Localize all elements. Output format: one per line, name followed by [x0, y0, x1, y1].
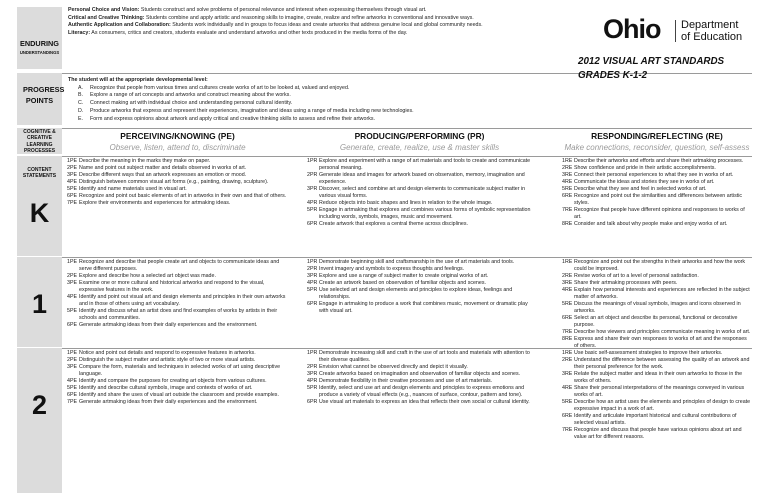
standard-code: 4PE	[67, 293, 78, 300]
standard-text: Describe how viewers and principles communicate meaning in works of art.	[574, 328, 751, 335]
standard-item	[562, 350, 752, 357]
standard-item	[307, 280, 532, 287]
standard-code: 1PR	[307, 259, 318, 265]
progress-item-text: Explore a range of art concepts and artworks and construct meaning about the works.	[90, 92, 291, 99]
standard-item	[67, 378, 288, 385]
standard-item	[307, 385, 532, 399]
progress-item-letter: C.	[78, 100, 84, 107]
grade-label: 2	[31, 390, 48, 420]
standard-text: Use selected art and design elements and principles to explore ideas, feelings and relationships.	[319, 286, 513, 300]
grade-row-divider	[17, 257, 752, 258]
standard-item	[562, 287, 752, 301]
standard-text: Generate ideas and images for artwork based on observation, memory, imagination and experience.	[319, 171, 525, 185]
standard-text: Describe their artworks and efforts and share their artmaking processes.	[574, 158, 744, 164]
progress-item-text: Produce artworks that express and represent their experiences, imagination and ideas using a range of media including new technologies.	[90, 107, 414, 114]
standard-text: Engage in artmaking to produce a work that combines music, movement or dramatic play with visual art.	[319, 300, 528, 314]
standard-code: 5PR	[307, 206, 318, 213]
standard-code: 2PR	[307, 265, 318, 272]
column-header-title: PRODUCING/PERFORMING (PR)	[354, 131, 485, 141]
standard-text: Identify and compare the purposes for creating art objects from various cultures.	[79, 377, 267, 384]
standard-item	[307, 207, 532, 221]
enduring-item	[68, 7, 498, 15]
standard-text: Notice and point out details and respond to expressive features in artworks.	[79, 350, 256, 356]
grade-pr-column	[307, 350, 532, 406]
standard-code: 6PE	[67, 391, 78, 398]
standard-item	[562, 357, 752, 371]
grade-label-cell	[17, 156, 62, 256]
standard-text: Identify and name materials used in visual art.	[79, 185, 187, 192]
standard-text: Revise works of art to a level of personal satisfaction.	[574, 272, 699, 279]
grade-label-cell	[17, 257, 62, 347]
department-label	[681, 19, 742, 43]
standard-item	[67, 308, 288, 322]
logo-separator	[675, 20, 676, 42]
column-header-subtitle: Generate, create, realize, use & master skills	[339, 143, 500, 153]
enduring-item	[68, 22, 498, 30]
enduring-item	[68, 30, 498, 38]
standard-code: 1PE	[67, 259, 78, 265]
enduring-item-text: As consumers, critics and creators, students evaluate and understand artworks and other texts produced in the media forms of the day.	[91, 29, 408, 36]
standard-item	[562, 385, 752, 399]
standard-code: 1PE	[67, 350, 78, 356]
standard-code: 3PR	[307, 370, 318, 377]
ohio-wordmark: Ohio	[603, 14, 661, 44]
standards-title-line2: GRADES K-1-2	[578, 69, 648, 81]
enduring-item-text: Students construct and solve problems of personal relevance and interest when expressing themselves through visual art.	[140, 7, 427, 13]
standard-item	[307, 186, 532, 200]
standard-code: 3RE	[562, 171, 573, 178]
department-line2: of Education	[681, 31, 743, 43]
progress-item-letter: A.	[78, 84, 84, 91]
standard-text: Identify, select and use art and design elements and principles to express emotions and produce a variety of visual effects (e.g., nuances of surface, contour, pattern and tone).	[319, 384, 525, 398]
standard-text: Identify and describe cultural symbols, image and contexts of works of art.	[79, 384, 253, 391]
grade-row-divider	[17, 348, 752, 349]
progress-item	[68, 100, 538, 108]
column-header	[307, 131, 532, 154]
grade-pe-column	[67, 158, 288, 207]
standard-text: Understand the difference between assessing the quality of an artwork and their personal preference for the work.	[574, 356, 750, 370]
standard-code: 6RE	[562, 314, 573, 321]
grade-re-column	[562, 158, 752, 228]
column-header	[67, 131, 288, 154]
column-header	[562, 131, 752, 154]
standard-text: Discuss the meanings of visual symbols, images and icons observed in artworks.	[574, 300, 741, 314]
standard-text: Compare the form, materials and techniques in selected works of art using descriptive language.	[79, 363, 281, 377]
standard-item	[562, 280, 752, 287]
grade-re-column	[562, 259, 752, 350]
column-header-subtitle: Make connections, reconsider, question, self-assess	[564, 143, 750, 153]
progress-item-text: Form and express opinions about artwork and apply critical and creative thinking skills to assess and refine their artworks.	[90, 115, 375, 122]
standard-item	[562, 193, 752, 207]
standard-item	[67, 385, 288, 392]
standard-item	[307, 172, 532, 186]
standard-code: 2PE	[67, 272, 78, 279]
standard-text: Reduce objects into basic shapes and lines in relation to the whole image.	[319, 199, 493, 206]
standard-text: Explain how personal interests and experiences are reflected in the subject matter of artworks.	[574, 286, 750, 300]
standard-text: Consider and talk about why people make and enjoy works of art.	[574, 220, 728, 227]
standard-text: Identify and point out visual art and design elements and principles in their own artworks and in those of others using art vocabulary.	[79, 293, 286, 307]
department-line1: Department	[681, 19, 739, 31]
standards-title-line1: 2012 VISUAL ART STANDARDS	[578, 56, 725, 67]
standard-code: 2PR	[307, 171, 318, 178]
standard-item	[562, 315, 752, 329]
standard-text: Show confidence and pride in their artistic accomplishments.	[574, 164, 716, 171]
standard-item	[562, 329, 752, 336]
standard-text: Create artwork that explores a central theme across disciplines.	[319, 220, 468, 227]
standard-text: Use basic self-assessment strategies to improve their artworks.	[574, 350, 723, 356]
progress-item-letter: B.	[78, 92, 84, 99]
standard-text: Explore and describe how a selected art object was made.	[79, 272, 216, 279]
standard-item	[67, 294, 288, 308]
standard-code: 5PR	[307, 384, 318, 391]
standard-code: 5PE	[67, 185, 78, 192]
standard-text: Recognize and point out basic elements of art in artworks in their own and that of others.	[79, 192, 287, 199]
progress-label-cell	[17, 73, 65, 125]
standard-text: Describe how an artist uses the elements and principles of design to create expressive impact in a work of art.	[574, 398, 751, 412]
standard-code: 3RE	[562, 370, 573, 377]
standard-item	[307, 259, 532, 266]
enduring-item	[68, 15, 498, 23]
standard-code: 3PE	[67, 171, 78, 178]
progress-item-letter: E.	[78, 115, 84, 122]
standard-code: 1PR	[307, 158, 318, 164]
standard-item	[67, 350, 288, 357]
standard-code: 8RE	[562, 335, 573, 342]
standard-item	[67, 399, 288, 406]
standard-item	[307, 371, 532, 378]
standard-text: Generate artmaking ideas from their daily experiences and the environment.	[79, 398, 258, 405]
standard-item	[562, 186, 752, 193]
standard-item	[307, 399, 532, 406]
standard-text: Describe different ways that an artwork expresses an emotion or mood.	[79, 171, 247, 178]
standard-code: 2RE	[562, 272, 573, 279]
standard-code: 6PE	[67, 192, 78, 199]
standard-text: Demonstrate flexibility in their creative processes and use of art materials.	[319, 377, 493, 384]
enduring-item-text: Students combine and apply artistic and reasoning skills to imagine, create, realize and refine artworks in conventional and innovative ways.	[146, 14, 474, 21]
grade-label: K	[29, 198, 50, 228]
standard-code: 7PE	[67, 199, 78, 206]
standard-code: 4PE	[67, 178, 78, 185]
standard-code: 8RE	[562, 220, 573, 227]
standard-code: 7PE	[67, 398, 78, 405]
cognitive-label-cell	[17, 128, 62, 154]
standard-text: Envision what cannot be observed directly and depict it visually.	[319, 363, 468, 370]
standard-text: Distinguish between common visual art forms (e.g., painting, drawing, sculpture).	[79, 178, 269, 185]
standard-code: 5RE	[562, 300, 573, 307]
enduring-label-cell	[17, 7, 62, 69]
standard-item	[67, 200, 288, 207]
content-statements-label: CONTENT STATEMENTS	[22, 167, 57, 180]
standard-text: Engage in artmaking that explores and combines various forms of symbolic representation including words, symbols, images, music and movement.	[319, 206, 531, 220]
standard-code: 5RE	[562, 185, 573, 192]
standard-code: 6PR	[307, 398, 318, 405]
standard-code: 1RE	[562, 259, 573, 265]
standard-item	[67, 322, 288, 329]
standard-code: 2PE	[67, 356, 78, 363]
standard-text: Identify and share the uses of visual art outside the classroom and provide examples.	[79, 391, 279, 398]
enduring-understandings-list	[68, 7, 498, 37]
enduring-item-label: Critical and Creative Thinking:	[68, 14, 145, 21]
cognitive-label: COGNITIVE & CREATIVE LEARNING PROCESSES	[23, 129, 56, 154]
standard-code: 2RE	[562, 356, 573, 363]
standard-text: Recognize and describe that people create art and objects to communicate ideas and serve different purposes.	[79, 259, 280, 272]
standard-code: 4PR	[307, 377, 318, 384]
standard-text: Describe the meaning in the marks they make on paper.	[79, 158, 211, 164]
grade-pr-column	[307, 259, 532, 315]
standard-text: Identify and discuss what an artist does and find examples of works by artists in their schools and communities.	[79, 307, 278, 321]
standard-item	[307, 350, 532, 364]
standard-text: Discover, select and combine art and design elements to communicate subject matter in various visual forms.	[319, 185, 526, 199]
standard-text: Create an artwork based on observation of familiar objects and scenes.	[319, 279, 486, 286]
column-header-title: RESPONDING/REFLECTING (RE)	[591, 131, 723, 141]
standard-text: Relate the subject matter and ideas in their own artworks to those in the works of others.	[574, 370, 743, 384]
standard-item	[67, 357, 288, 364]
standard-text: Select an art object and describe its personal, functional or decorative purpose.	[574, 314, 738, 328]
grade-label-cell	[17, 348, 62, 493]
standard-item	[307, 200, 532, 207]
standard-text: Name and point out subject matter and details observed in works of art.	[79, 164, 247, 171]
standard-item	[307, 158, 532, 172]
standard-item	[307, 301, 532, 315]
standard-item	[67, 364, 288, 378]
progress-item	[68, 116, 538, 124]
standard-item	[307, 266, 532, 273]
standard-item	[562, 301, 752, 315]
standard-item	[562, 179, 752, 186]
standard-code: 6PE	[67, 321, 78, 328]
progress-item-text: Connect making art with individual choice and understanding personal cultural identity.	[90, 100, 293, 107]
standard-code: 7RE	[562, 426, 573, 433]
standard-code: 7RE	[562, 206, 573, 213]
standard-item	[67, 392, 288, 399]
standard-code: 5PE	[67, 384, 78, 391]
standard-item	[307, 378, 532, 385]
standard-text: Explore and use a range of subject matter to create original works of art.	[319, 272, 489, 279]
standard-item	[562, 413, 752, 427]
standard-text: Explore and experiment with a range of art materials and tools to create and communicate personal meaning.	[319, 158, 531, 171]
standard-item	[562, 371, 752, 385]
progress-item	[68, 92, 538, 100]
standard-item	[562, 221, 752, 228]
standard-text: Express and share their own responses to works of art and the responses of others.	[574, 335, 747, 349]
standard-code: 2PR	[307, 363, 318, 370]
standard-text: Share their personal interpretations of the meanings conveyed in various works of art.	[574, 384, 745, 398]
standard-item	[67, 158, 288, 165]
standard-text: Demonstrate increasing skill and craft in the use of art tools and materials with attention to their diverse qualities.	[319, 350, 530, 363]
enduring-item-text: Students work individually and in groups to focus ideas and create artworks that address genuine local and global community needs.	[172, 22, 483, 29]
standard-code: 2RE	[562, 164, 573, 171]
standard-item	[307, 287, 532, 301]
standard-item	[67, 165, 288, 172]
standard-text: Create artworks based on imagination and observation of familiar objects and scenes.	[319, 370, 521, 377]
standard-text: Describe what they see and feel in selected works of art.	[574, 185, 707, 192]
standard-code: 4PE	[67, 377, 78, 384]
standards-title	[578, 55, 724, 82]
standard-code: 5PE	[67, 307, 78, 314]
understandings-label: UNDERSTANDINGS	[19, 49, 60, 55]
standard-text: Use visual art materials to express an idea that reflects their own social or cultural identity.	[319, 398, 530, 405]
progress-item-letter: D.	[78, 107, 84, 114]
standard-text: Examine one or more cultural and historical artworks and respond to the visual, expressive features in the work.	[79, 279, 265, 293]
enduring-item-label: Personal Choice and Vision:	[68, 7, 140, 13]
standard-code: 6PR	[307, 220, 318, 227]
standard-code: 6PR	[307, 300, 318, 307]
grade-label: 1	[31, 289, 48, 319]
standard-item	[562, 172, 752, 179]
ohio-logo	[603, 14, 763, 45]
standard-text: Share their artmaking processes with peers.	[574, 279, 678, 286]
standard-item	[67, 186, 288, 193]
grade-pe-column	[67, 350, 288, 406]
standard-code: 4RE	[562, 384, 573, 391]
grade-pe-column	[67, 259, 288, 329]
progress-item	[68, 108, 538, 116]
standard-code: 5RE	[562, 398, 573, 405]
header-row-divider	[17, 128, 752, 129]
standard-item	[307, 364, 532, 371]
standard-code: 6RE	[562, 192, 573, 199]
standard-text: Explore their environments and experiences for artmaking ideas.	[79, 199, 231, 206]
standard-item	[562, 399, 752, 413]
standard-item	[562, 207, 752, 221]
standard-text: Demonstrate beginning skill and craftsmanship in the use of art materials and tools.	[319, 259, 515, 265]
standard-item	[307, 273, 532, 280]
enduring-label: ENDURING	[20, 39, 59, 48]
column-header-title: PERCEIVING/KNOWING (PE)	[120, 131, 235, 141]
standard-code: 1PE	[67, 158, 78, 164]
standard-item	[562, 259, 752, 273]
progress-items	[68, 85, 538, 124]
standard-code: 3PE	[67, 363, 78, 370]
standards-page	[17, 7, 752, 493]
standard-item	[67, 273, 288, 280]
standard-code: 6RE	[562, 412, 573, 419]
standard-code: 4PR	[307, 279, 318, 286]
standard-text: Recognize and point out the similarities and differences between artistic styles.	[574, 192, 743, 206]
standard-code: 3PR	[307, 185, 318, 192]
progress-item-text: Recognize that people from various times and cultures create works of art to be looked at, valued and enjoyed.	[90, 84, 350, 91]
standard-item	[562, 427, 752, 441]
standard-text: Distinguish the subject matter and artistic style of two or more visual artists.	[79, 356, 256, 363]
progress-intro: The student will at the appropriate developmental level:	[68, 77, 208, 83]
standard-code: 3RE	[562, 279, 573, 286]
progress-points-label: PROGRESS POINTS	[23, 85, 65, 105]
standard-item	[307, 221, 532, 228]
standard-item	[562, 165, 752, 172]
standard-text: Connect their personal experiences to what they see in works of art.	[574, 171, 734, 178]
standard-item	[67, 193, 288, 200]
standard-text: Identify and articulate important historical and cultural contributions of selected visual artists.	[574, 412, 737, 426]
progress-points	[68, 77, 538, 123]
standard-code: 4RE	[562, 178, 573, 185]
standard-item	[67, 179, 288, 186]
standard-text: Invent imagery and symbols to express thoughts and feelings.	[319, 265, 465, 272]
standard-text: Recognize and discuss that people have various opinions about art and value art for different reasons.	[574, 426, 742, 440]
standard-item	[67, 172, 288, 179]
standard-code: 5PR	[307, 286, 318, 293]
standard-code: 1RE	[562, 350, 573, 356]
standard-code: 1PR	[307, 350, 318, 356]
enduring-item-label: Authentic Application and Collaboration:	[68, 22, 171, 29]
grade-pr-column	[307, 158, 532, 228]
standard-text: Recognize and point out the strengths in their artworks and how the work could be improved.	[574, 259, 746, 272]
standard-text: Recognize that people have different opinions and responses to works of art.	[574, 206, 745, 220]
standard-code: 7RE	[562, 328, 573, 335]
standard-code: 3PR	[307, 272, 318, 279]
grade-row-divider	[17, 156, 752, 157]
standard-item	[67, 259, 288, 273]
standard-code: 3PE	[67, 279, 78, 286]
standard-code: 4RE	[562, 286, 573, 293]
standard-text: Generate artmaking ideas from their daily experiences and the environment.	[79, 321, 258, 328]
standard-code: 2PE	[67, 164, 78, 171]
standard-item	[67, 280, 288, 294]
grade-re-column	[562, 350, 752, 441]
column-header-subtitle: Observe, listen, attend to, discriminate	[109, 143, 246, 153]
standard-item	[562, 158, 752, 165]
progress-item	[68, 85, 538, 93]
enduring-item-label: Literacy:	[68, 29, 91, 36]
standard-text: Communicate the ideas and stories they see in works of art.	[574, 178, 715, 185]
standard-item	[562, 273, 752, 280]
standard-code: 4PR	[307, 199, 318, 206]
standard-code: 1RE	[562, 158, 573, 164]
